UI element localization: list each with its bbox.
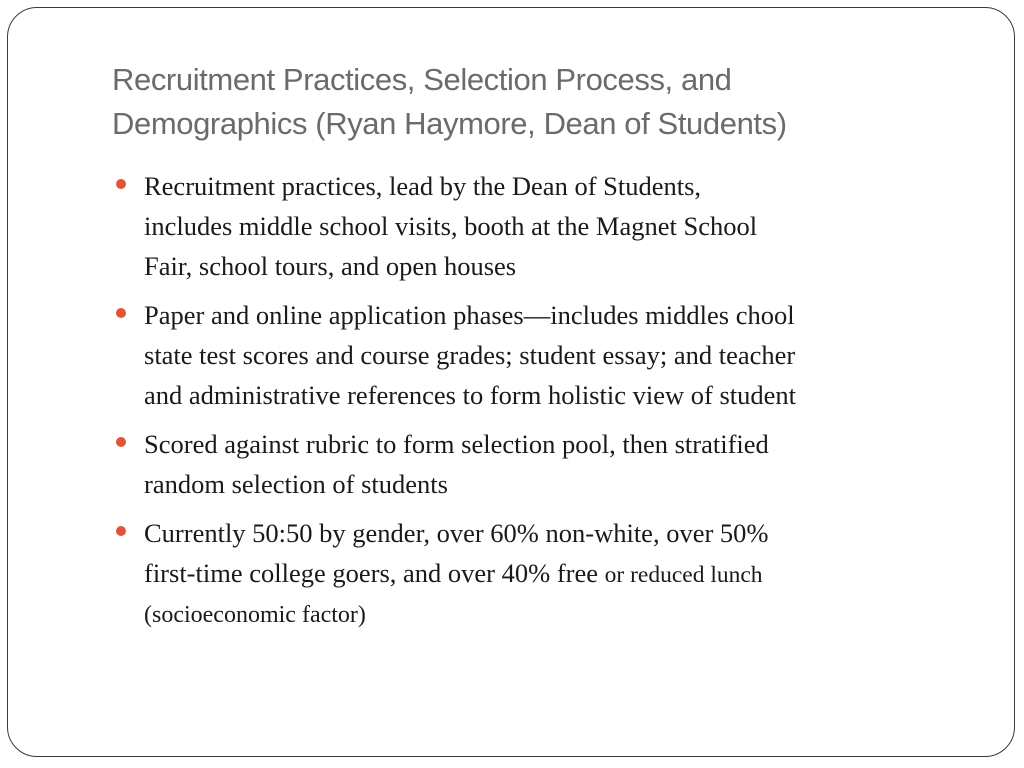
bullet-text-line: Fair, school tours, and open houses: [144, 251, 517, 281]
bullet-text-line: Paper and online application phases—includes middles chool: [144, 300, 795, 330]
bullet-text-line: Currently 50:50 by gender, over 60% non-white, over 50%: [144, 518, 769, 548]
bullet-list: [112, 166, 992, 644]
slide-title-line-1: Recruitment Practices, Selection Process, and: [112, 62, 732, 97]
bullet-text-line: Recruitment practices, lead by the Dean of Students,: [144, 171, 702, 201]
bullet-selection: [112, 424, 992, 504]
bullet-dot-icon: [116, 437, 126, 447]
bullet-text-line: includes middle school visits, booth at the Magnet School: [144, 211, 758, 241]
bullet-dot-icon: [116, 526, 126, 536]
bullet-text-line: and administrative references to form holistic view of student: [144, 380, 796, 410]
slide-title: [112, 58, 992, 146]
slide-title-line-2: Demographics (Ryan Haymore, Dean of Students): [112, 106, 787, 141]
bullet-recruitment: [112, 166, 992, 286]
bullet-text-line: [144, 553, 992, 595]
bullet-application: [112, 295, 992, 415]
bullet-dot-icon: [116, 308, 126, 318]
bullet-text-segment-small: or reduced lunch: [604, 562, 763, 588]
bullet-text-line: random selection of students: [144, 469, 448, 499]
bullet-dot-icon: [116, 179, 126, 189]
bullet-text-line: state test scores and course grades; student essay; and teacher: [144, 340, 796, 370]
bullet-text-line: (socioeconomic factor): [144, 602, 366, 628]
bullet-demographics: [112, 513, 992, 635]
bullet-text-line: Scored against rubric to form selection pool, then stratified: [144, 429, 769, 459]
bullet-text-segment: first-time college goers, and over 40% free: [144, 558, 605, 588]
